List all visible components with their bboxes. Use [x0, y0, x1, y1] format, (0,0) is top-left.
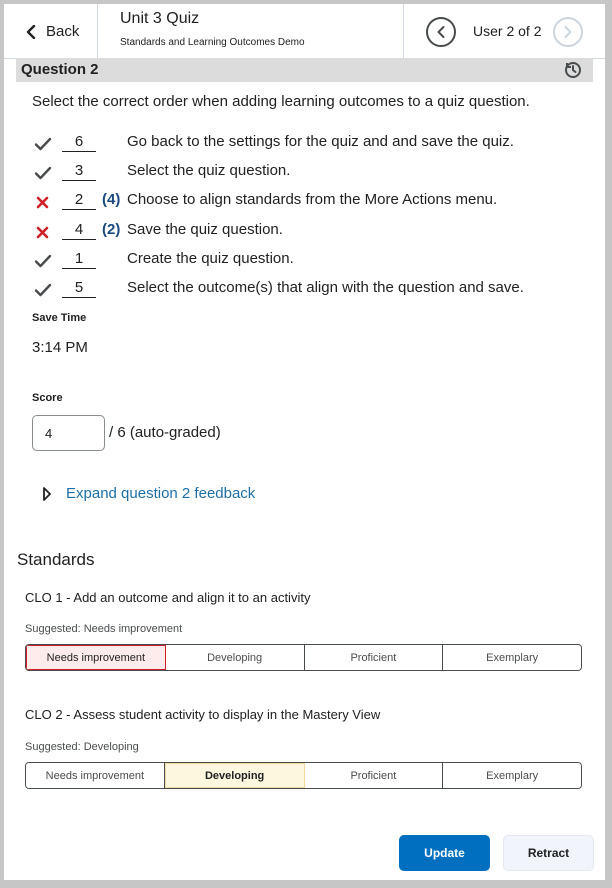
answer-value: 3 — [62, 162, 96, 181]
level-option-exemplary[interactable]: Exemplary — [443, 645, 581, 670]
checkmark-icon — [34, 164, 52, 182]
answer-value: 1 — [62, 250, 96, 269]
checkmark-icon — [34, 281, 52, 299]
level-option-needs-improvement[interactable]: Needs improvement — [26, 763, 165, 788]
score-total: / 6 (auto-graded) — [109, 424, 221, 441]
quiz-grading-panel — [4, 4, 605, 880]
question-prompt: Select the correct order when adding learning outcomes to a quiz question. — [32, 93, 530, 110]
chevron-left-icon — [26, 25, 36, 39]
page-title: Unit 3 Quiz — [120, 10, 200, 27]
score-input[interactable]: 4 — [32, 415, 105, 451]
checkmark-icon — [34, 135, 52, 153]
question-header-bar — [16, 58, 593, 82]
answer-value: 6 — [62, 133, 96, 152]
expand-feedback-link[interactable]: Expand question 2 feedback — [66, 485, 256, 502]
page-subtitle: Standards and Learning Outcomes Demo — [120, 37, 305, 48]
suggested-level: Suggested: Needs improvement — [25, 623, 183, 635]
answer-text: Select the quiz question. — [127, 162, 291, 180]
level-selector — [25, 762, 582, 789]
answer-value: 4 — [62, 221, 96, 240]
standard-title: CLO 1 - Add an outcome and align it to an activity — [25, 590, 311, 605]
update-button[interactable]: Update — [399, 835, 490, 871]
question-title: Question 2 — [21, 61, 99, 78]
answer-text: Save the quiz question. — [127, 220, 283, 238]
level-option-exemplary[interactable]: Exemplary — [443, 763, 581, 788]
standards-heading: Standards — [17, 550, 95, 569]
level-option-needs-improvement[interactable]: Needs improvement — [26, 645, 166, 670]
question-history-icon[interactable] — [563, 59, 583, 84]
level-option-developing[interactable]: Developing — [166, 645, 305, 670]
x-mark-icon — [34, 193, 52, 211]
checkmark-icon — [34, 252, 52, 270]
suggested-level: Suggested: Developing — [25, 741, 139, 753]
retract-button[interactable]: Retract — [503, 835, 594, 871]
level-option-proficient[interactable]: Proficient — [305, 763, 444, 788]
level-option-proficient[interactable]: Proficient — [305, 645, 444, 670]
next-user-button[interactable] — [553, 17, 583, 47]
quiz-title-block — [120, 10, 305, 48]
history-icon — [563, 59, 583, 79]
answer-text: Create the quiz question. — [127, 249, 294, 267]
answer-text: Choose to align standards from the More Actions menu. — [127, 191, 498, 209]
score-label: Score — [32, 392, 63, 404]
standard-title: CLO 2 - Assess student activity to display in the Mastery View — [25, 707, 381, 722]
expand-feedback-toggle[interactable] — [42, 485, 255, 502]
answer-value: 2 — [62, 191, 96, 210]
level-selector — [25, 644, 582, 671]
answer-text: Select the outcome(s) that align with the question and save. — [127, 278, 524, 296]
save-time-label: Save Time — [32, 312, 87, 324]
user-navigation — [403, 4, 605, 59]
header — [4, 4, 605, 59]
answer-value: 5 — [62, 279, 96, 298]
back-button[interactable] — [4, 4, 98, 59]
answer-correction: (2) — [102, 220, 121, 238]
x-mark-icon — [34, 223, 52, 241]
save-time-value: 3:14 PM — [32, 339, 88, 356]
level-option-developing[interactable]: Developing — [165, 763, 305, 788]
answer-text: Go back to the settings for the quiz and and save the quiz. — [127, 133, 514, 150]
back-label: Back — [46, 23, 80, 40]
caret-right-icon — [42, 486, 52, 502]
user-counter: User 2 of 2 — [473, 23, 542, 39]
chevron-right-icon — [563, 25, 573, 39]
chevron-left-icon — [436, 25, 446, 39]
answer-correction: (4) — [102, 191, 121, 209]
previous-user-button[interactable] — [426, 17, 456, 47]
